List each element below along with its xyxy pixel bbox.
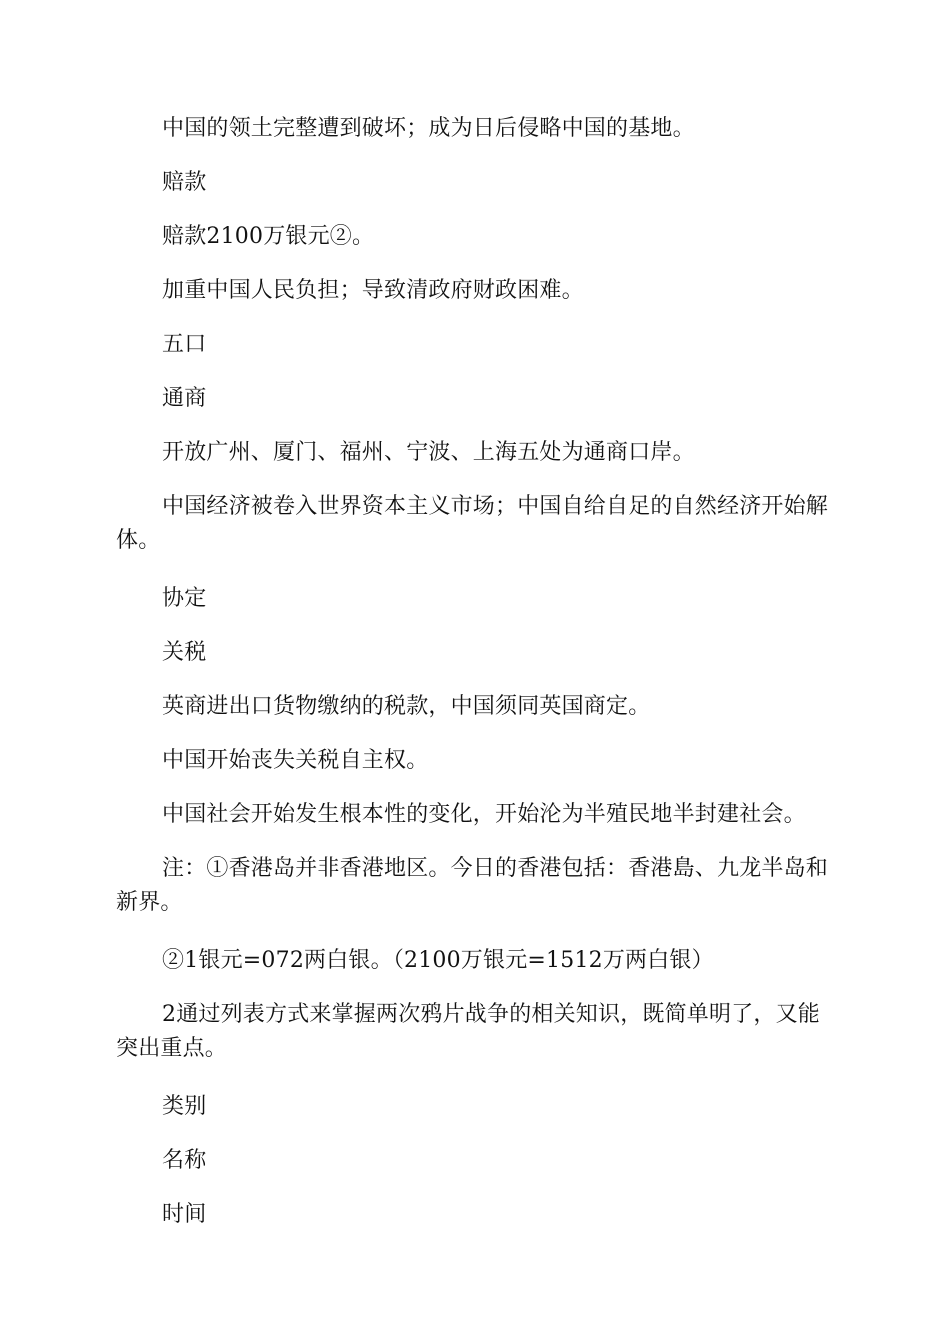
paragraph-indemnity-label: 赔款 (162, 170, 207, 195)
paragraph-five-ports-label: 五口 (162, 332, 207, 357)
paragraph-indemnity-impact: 加重中国人民负担；导致清政府财政困难。 (162, 278, 584, 303)
paragraph-category-label: 类别 (162, 1094, 207, 1119)
paragraph-trade-label: 通商 (162, 386, 207, 411)
paragraph-tariff-content: 英商进出口货物缴纳的税款，中国须同英国商定。 (162, 694, 651, 719)
paragraph-territory-impact: 中国的领土完整遭到破坏；成为日后侵略中国的基地。 (162, 116, 695, 141)
paragraph-agreement-label: 协定 (162, 586, 207, 611)
paragraph-tariff-label: 关税 (162, 640, 207, 665)
paragraph-time-label: 时间 (162, 1202, 207, 1227)
paragraph-society-impact: 中国社会开始发生根本性的变化，开始沦为半殖民地半封建社会。 (162, 802, 806, 827)
paragraph-name-label: 名称 (162, 1148, 207, 1173)
paragraph-method-tip: 2通过列表方式来掌握两次鸦片战争的相关知识，既简单明了，又能突出重点。 (116, 1002, 820, 1061)
paragraph-indemnity-content: 赔款2100万银元②。 (162, 224, 375, 249)
paragraph-note-silver: ②1银元=072两白银。（2100万银元=1512万两白银） (162, 948, 714, 973)
paragraph-five-ports-content: 开放广州、厦门、福州、宁波、上海五处为通商口岸。 (162, 440, 695, 465)
paragraph-tariff-impact: 中国开始丧失关税自主权。 (162, 748, 429, 773)
paragraph-note-hong-kong: 注：①香港岛并非香港地区。今日的香港包括：香港島、九龙半岛和新界。 (116, 856, 829, 915)
paragraph-five-ports-impact: 中国经济被卷入世界资本主义市场；中国自给自足的自然经济开始解体。 (116, 494, 829, 553)
